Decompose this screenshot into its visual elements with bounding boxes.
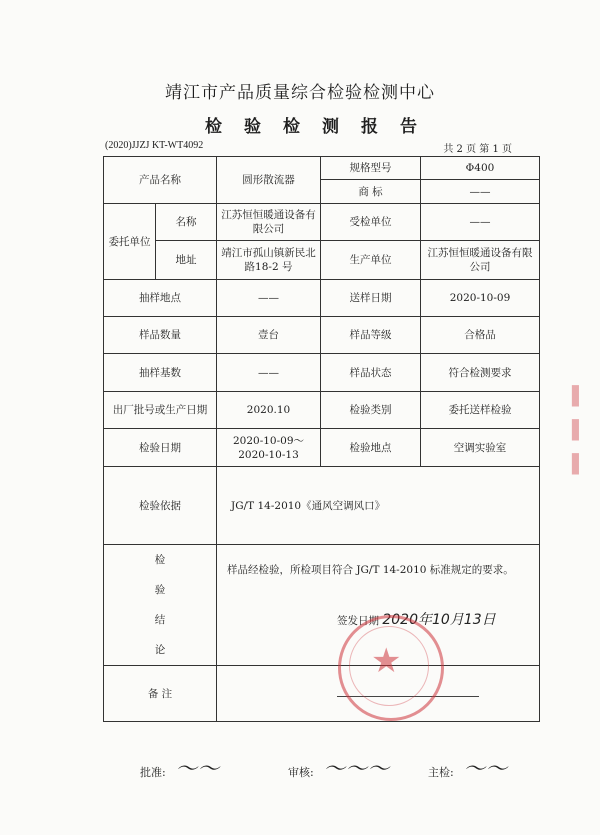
value-test-type: 委托送样检验: [421, 392, 540, 429]
report-table: [103, 156, 540, 722]
label-trademark: 商 标: [321, 180, 421, 204]
value-sample-qty: 壹台: [217, 317, 321, 354]
document-number: (2020)JJZJ KT-WT4092: [105, 140, 204, 151]
value-sample-grade: 合格品: [421, 317, 540, 354]
value-receiver: ——: [421, 204, 540, 241]
value-test-date: 2020-10-09～2020-10-13: [217, 429, 321, 467]
approver-signature: 〜〜: [175, 757, 220, 782]
reviewer-signature: 〜〜〜: [323, 757, 390, 782]
label-sample-qty: 样品数量: [104, 317, 217, 354]
label-product-name: 产品名称: [104, 157, 217, 204]
approver-field: [140, 752, 219, 783]
conclusion-char: 验: [154, 584, 166, 596]
value-batch-date: 2020.10: [217, 392, 321, 429]
label-receiver: 受检单位: [321, 204, 421, 241]
label-batch-date: 出厂批号或生产日期: [104, 392, 217, 429]
edge-seal-fragment: ▌ ▌ ▌: [572, 386, 586, 475]
label-test-place: 检验地点: [321, 429, 421, 467]
label-basis: 检验依据: [104, 467, 217, 545]
label-sampling-base: 抽样基数: [104, 354, 217, 392]
value-client-address: 靖江市孤山镇新民北路18-2 号: [217, 241, 321, 280]
seal-star-icon: ★: [371, 641, 402, 681]
reviewer-field: [288, 752, 389, 783]
inspector-field: [428, 752, 507, 783]
label-client-address: 地址: [156, 241, 217, 280]
value-basis: JG/T 14-2010《通风空调风口》: [217, 467, 540, 545]
reviewer-label: 审核:: [288, 766, 314, 779]
official-seal: [338, 615, 444, 721]
value-sampling-place: ——: [217, 280, 321, 317]
value-producer: 江苏恒恒暖通设备有限公司: [421, 241, 540, 280]
page-indicator: 共 2 页 第 1 页: [443, 144, 512, 155]
value-product-name: 圆形散流器: [217, 157, 321, 204]
label-remark: 备 注: [104, 666, 217, 722]
label-sample-state: 样品状态: [321, 354, 421, 392]
label-producer: 生产单位: [321, 241, 421, 280]
value-delivery-date: 2020-10-09: [421, 280, 540, 317]
value-sampling-base: ——: [217, 354, 321, 392]
sign-date-label: 签发日期: [337, 615, 379, 627]
label-test-date: 检验日期: [104, 429, 217, 467]
label-sample-grade: 样品等级: [321, 317, 421, 354]
inspector-signature: 〜〜: [463, 757, 508, 782]
value-spec: Φ400: [421, 157, 540, 180]
label-conclusion: [104, 545, 217, 666]
label-spec: 规格型号: [321, 157, 421, 180]
sign-date-value: 2020年10月13日: [382, 612, 496, 628]
conclusion-text: 样品经检验，所检项目符合 JG/T 14-2010 标准规定的要求。: [227, 564, 514, 576]
report-title: 检验检测报告: [205, 117, 439, 137]
value-client-name: 江苏恒恒暖通设备有限公司: [217, 204, 321, 241]
org-name: 靖江市产品质量综合检验检测中心: [165, 83, 435, 103]
value-sample-state: 符合检测要求: [421, 354, 540, 392]
conclusion-char: 结: [154, 614, 166, 626]
conclusion-char: 论: [154, 644, 166, 656]
value-test-place: 空调实验室: [421, 429, 540, 467]
conclusion-char: 检: [154, 554, 166, 566]
label-client: 委托单位: [104, 204, 156, 280]
inspector-label: 主检:: [428, 766, 454, 779]
label-delivery-date: 送样日期: [321, 280, 421, 317]
approver-label: 批准:: [140, 766, 166, 779]
label-test-type: 检验类别: [321, 392, 421, 429]
value-trademark: ——: [421, 180, 540, 204]
label-sampling-place: 抽样地点: [104, 280, 217, 317]
label-client-name: 名称: [156, 204, 217, 241]
